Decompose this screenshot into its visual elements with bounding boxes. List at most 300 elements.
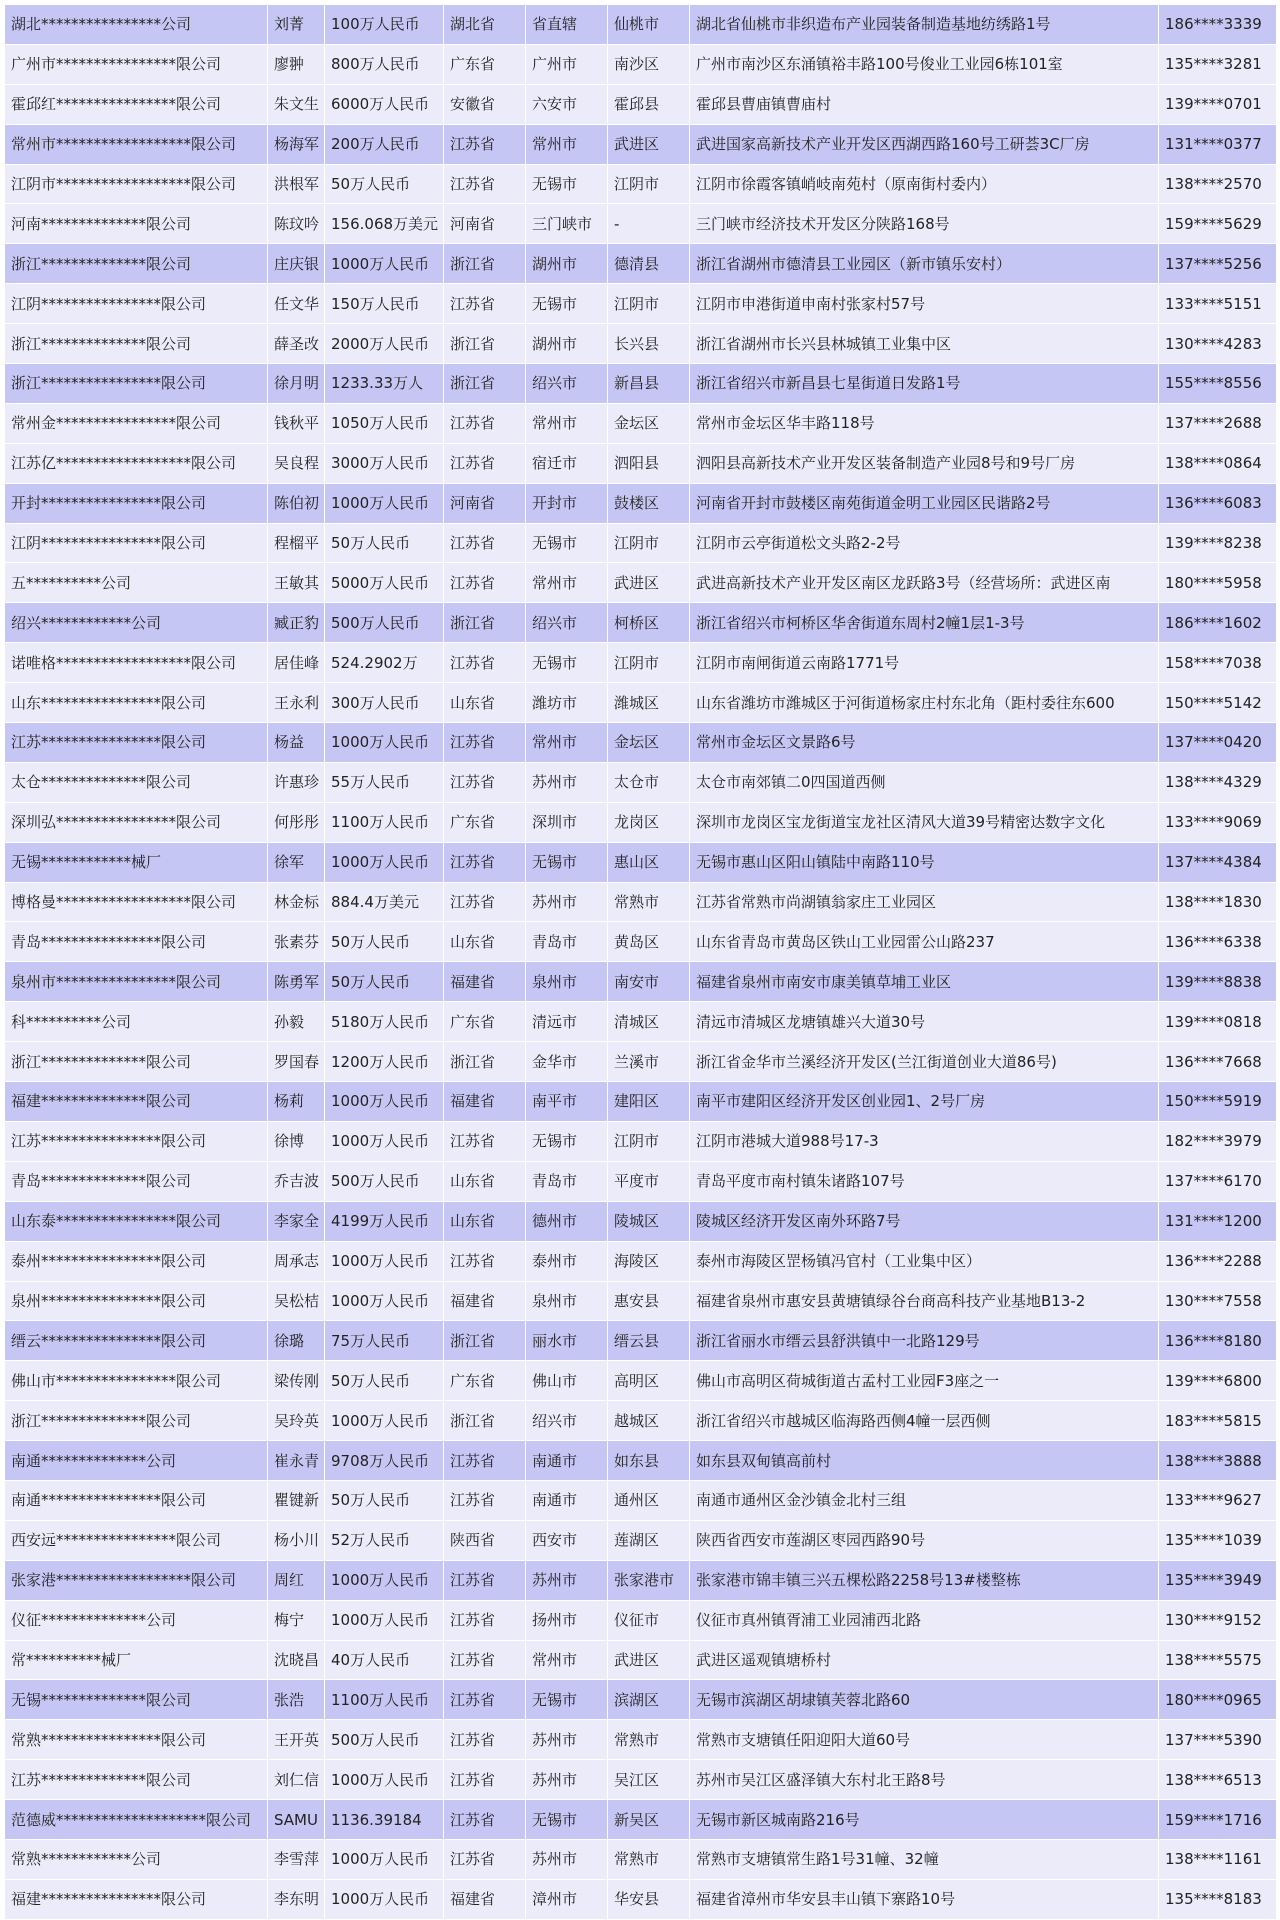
district-cell: 新昌县 — [608, 364, 689, 403]
province-cell: 江苏省 — [444, 1720, 525, 1759]
phone-cell: 137****0420 — [1159, 723, 1276, 762]
phone-cell: 159****1716 — [1159, 1800, 1276, 1839]
province-cell: 浙江省 — [444, 324, 525, 363]
phone-cell: 138****5575 — [1159, 1641, 1276, 1680]
district-cell: 南沙区 — [608, 45, 689, 84]
city-cell: 南通市 — [526, 1441, 607, 1480]
city-cell: 无锡市 — [526, 1680, 607, 1719]
company-name-cell: 无锡************械厂 — [5, 843, 267, 882]
address-cell: 浙江省丽水市缙云县舒洪镇中一北路129号 — [690, 1321, 1158, 1360]
contact-name-cell: 程榴平 — [268, 524, 324, 563]
company-name-cell: 福建****************限公司 — [5, 1880, 267, 1919]
address-cell: 江阴市云亭街道松文头路2-2号 — [690, 524, 1158, 563]
contact-name-cell: 臧正豹 — [268, 603, 324, 642]
table-row — [5, 1800, 1276, 1839]
province-cell: 山东省 — [444, 683, 525, 722]
phone-cell: 137****4384 — [1159, 843, 1276, 882]
phone-cell: 158****7038 — [1159, 643, 1276, 682]
phone-cell: 139****0701 — [1159, 85, 1276, 124]
registered-capital-cell: 50万人民币 — [325, 1481, 443, 1520]
address-cell: 深圳市龙岗区宝龙街道宝龙社区清风大道39号精密达数字文化 — [690, 803, 1158, 842]
table-row — [5, 85, 1276, 124]
contact-name-cell: 庄庆银 — [268, 244, 324, 283]
table-row — [5, 843, 1276, 882]
address-cell: 三门峡市经济技术开发区分陕路168号 — [690, 204, 1158, 243]
registered-capital-cell: 1000万人民币 — [325, 1082, 443, 1121]
city-cell: 青岛市 — [526, 922, 607, 961]
address-cell: 陕西省西安市莲湖区枣园西路90号 — [690, 1521, 1158, 1560]
registered-capital-cell: 1136.39184 — [325, 1800, 443, 1839]
company-name-cell: 深圳弘****************限公司 — [5, 803, 267, 842]
table-row — [5, 1481, 1276, 1520]
contact-name-cell: 林金标 — [268, 883, 324, 922]
city-cell: 苏州市 — [526, 1760, 607, 1799]
table-row — [5, 763, 1276, 802]
contact-name-cell: 孙毅 — [268, 1002, 324, 1041]
district-cell: 兰溪市 — [608, 1042, 689, 1081]
registered-capital-cell: 5000万人民币 — [325, 563, 443, 602]
province-cell: 福建省 — [444, 1082, 525, 1121]
district-cell: 张家港市 — [608, 1561, 689, 1600]
city-cell: 常州市 — [526, 125, 607, 164]
company-name-cell: 江苏**************限公司 — [5, 1760, 267, 1799]
address-cell: 清远市清城区龙塘镇雄兴大道30号 — [690, 1002, 1158, 1041]
address-cell: 常熟市支塘镇常生路1号31幢、32幢 — [690, 1840, 1158, 1879]
contact-name-cell: 杨海军 — [268, 125, 324, 164]
district-cell: 吴江区 — [608, 1760, 689, 1799]
district-cell: 新吴区 — [608, 1800, 689, 1839]
province-cell: 山东省 — [444, 922, 525, 961]
city-cell: 苏州市 — [526, 883, 607, 922]
table-row — [5, 563, 1276, 602]
table-row — [5, 1720, 1276, 1759]
city-cell: 绍兴市 — [526, 364, 607, 403]
province-cell: 江苏省 — [444, 1641, 525, 1680]
registered-capital-cell: 1000万人民币 — [325, 1122, 443, 1161]
address-cell: 浙江省绍兴市柯桥区华舍街道东周村2幢1层1-3号 — [690, 603, 1158, 642]
table-row — [5, 1441, 1276, 1480]
province-cell: 江苏省 — [444, 643, 525, 682]
contact-name-cell: 瞿键新 — [268, 1481, 324, 1520]
contact-name-cell: 李东明 — [268, 1880, 324, 1919]
phone-cell: 186****3339 — [1159, 5, 1276, 44]
table-row — [5, 5, 1276, 44]
phone-cell: 150****5142 — [1159, 683, 1276, 722]
table-row — [5, 1202, 1276, 1241]
company-name-cell: 常熟************公司 — [5, 1840, 267, 1879]
registered-capital-cell: 1000万人民币 — [325, 1242, 443, 1281]
city-cell: 无锡市 — [526, 165, 607, 204]
district-cell: 仪征市 — [608, 1601, 689, 1640]
district-cell: 江阴市 — [608, 643, 689, 682]
contact-name-cell: 洪根军 — [268, 165, 324, 204]
province-cell: 江苏省 — [444, 763, 525, 802]
district-cell: 潍城区 — [608, 683, 689, 722]
phone-cell: 136****2288 — [1159, 1242, 1276, 1281]
address-cell: 常州市金坛区华丰路118号 — [690, 404, 1158, 443]
province-cell: 福建省 — [444, 1282, 525, 1321]
district-cell: 华安县 — [608, 1880, 689, 1919]
phone-cell: 186****1602 — [1159, 603, 1276, 642]
company-name-cell: 江苏****************限公司 — [5, 1122, 267, 1161]
address-cell: 福建省泉州市南安市康美镇草埔工业区 — [690, 962, 1158, 1001]
registered-capital-cell: 300万人民币 — [325, 683, 443, 722]
contact-name-cell: 徐军 — [268, 843, 324, 882]
district-cell: 常熟市 — [608, 883, 689, 922]
phone-cell: 139****6800 — [1159, 1361, 1276, 1400]
province-cell: 江苏省 — [444, 1122, 525, 1161]
city-cell: 三门峡市 — [526, 204, 607, 243]
contact-name-cell: 朱文生 — [268, 85, 324, 124]
phone-cell: 138****1830 — [1159, 883, 1276, 922]
district-cell: 武进区 — [608, 125, 689, 164]
province-cell: 福建省 — [444, 1880, 525, 1919]
company-name-cell: 太仓**************限公司 — [5, 763, 267, 802]
district-cell: 常熟市 — [608, 1840, 689, 1879]
district-cell: 海陵区 — [608, 1242, 689, 1281]
contact-name-cell: 梅宁 — [268, 1601, 324, 1640]
city-cell: 无锡市 — [526, 643, 607, 682]
phone-cell: 138****0864 — [1159, 444, 1276, 483]
registered-capital-cell: 3000万人民币 — [325, 444, 443, 483]
district-cell: 太仓市 — [608, 763, 689, 802]
company-name-cell: 南通**************公司 — [5, 1441, 267, 1480]
district-cell: 武进区 — [608, 1641, 689, 1680]
registered-capital-cell: 1000万人民币 — [325, 1840, 443, 1879]
table-row — [5, 1162, 1276, 1201]
contact-name-cell: 李雪萍 — [268, 1840, 324, 1879]
phone-cell: 139****8838 — [1159, 962, 1276, 1001]
company-name-cell: 江阴****************限公司 — [5, 284, 267, 323]
phone-cell: 133****9069 — [1159, 803, 1276, 842]
district-cell: 江阴市 — [608, 524, 689, 563]
phone-cell: 138****2570 — [1159, 165, 1276, 204]
company-name-cell: 霍邱红****************限公司 — [5, 85, 267, 124]
registered-capital-cell: 75万人民币 — [325, 1321, 443, 1360]
province-cell: 浙江省 — [444, 1321, 525, 1360]
city-cell: 潍坊市 — [526, 683, 607, 722]
city-cell: 泉州市 — [526, 962, 607, 1001]
city-cell: 常州市 — [526, 563, 607, 602]
province-cell: 浙江省 — [444, 603, 525, 642]
table-row — [5, 1321, 1276, 1360]
registered-capital-cell: 4199万人民币 — [325, 1202, 443, 1241]
city-cell: 开封市 — [526, 484, 607, 523]
district-cell: 仙桃市 — [608, 5, 689, 44]
phone-cell: 133****5151 — [1159, 284, 1276, 323]
province-cell: 江苏省 — [444, 1800, 525, 1839]
table-row — [5, 1760, 1276, 1799]
registered-capital-cell: 156.068万美元 — [325, 204, 443, 243]
address-cell: 福建省漳州市华安县丰山镇下寨路10号 — [690, 1880, 1158, 1919]
phone-cell: 183****5815 — [1159, 1401, 1276, 1440]
table-row — [5, 922, 1276, 961]
contact-name-cell: 王永利 — [268, 683, 324, 722]
district-cell: 江阴市 — [608, 1122, 689, 1161]
contact-name-cell: 陈勇军 — [268, 962, 324, 1001]
contact-name-cell: 周承志 — [268, 1242, 324, 1281]
city-cell: 苏州市 — [526, 763, 607, 802]
address-cell: 无锡市滨湖区胡埭镇芙蓉北路60 — [690, 1680, 1158, 1719]
district-cell: 清城区 — [608, 1002, 689, 1041]
city-cell: 南平市 — [526, 1082, 607, 1121]
registered-capital-cell: 1000万人民币 — [325, 1401, 443, 1440]
province-cell: 江苏省 — [444, 1441, 525, 1480]
table-row — [5, 204, 1276, 243]
province-cell: 河南省 — [444, 484, 525, 523]
company-name-cell: 五**********公司 — [5, 563, 267, 602]
registered-capital-cell: 50万人民币 — [325, 165, 443, 204]
phone-cell: 130****9152 — [1159, 1601, 1276, 1640]
table-row — [5, 1002, 1276, 1041]
city-cell: 深圳市 — [526, 803, 607, 842]
phone-cell: 180****5958 — [1159, 563, 1276, 602]
registered-capital-cell: 2000万人民币 — [325, 324, 443, 363]
contact-name-cell: 刘仁信 — [268, 1760, 324, 1799]
table-row — [5, 404, 1276, 443]
district-cell: 缙云县 — [608, 1321, 689, 1360]
company-name-cell: 仪征**************公司 — [5, 1601, 267, 1640]
province-cell: 江苏省 — [444, 883, 525, 922]
city-cell: 金华市 — [526, 1042, 607, 1081]
contact-name-cell: 钱秋平 — [268, 404, 324, 443]
table-row — [5, 45, 1276, 84]
phone-cell: 139****8238 — [1159, 524, 1276, 563]
address-cell: 仪征市真州镇胥浦工业园浦西北路 — [690, 1601, 1158, 1640]
table-row — [5, 1242, 1276, 1281]
company-name-cell: 浙江**************限公司 — [5, 324, 267, 363]
phone-cell: 150****5919 — [1159, 1082, 1276, 1121]
phone-cell: 136****6083 — [1159, 484, 1276, 523]
address-cell: 青岛平度市南村镇朱诸路107号 — [690, 1162, 1158, 1201]
address-cell: 常熟市支塘镇任阳迎阳大道60号 — [690, 1720, 1158, 1759]
registered-capital-cell: 500万人民币 — [325, 1720, 443, 1759]
phone-cell: 137****5390 — [1159, 1720, 1276, 1759]
city-cell: 常州市 — [526, 404, 607, 443]
city-cell: 漳州市 — [526, 1880, 607, 1919]
province-cell: 湖北省 — [444, 5, 525, 44]
phone-cell: 137****5256 — [1159, 244, 1276, 283]
city-cell: 泉州市 — [526, 1282, 607, 1321]
contact-name-cell: 罗国春 — [268, 1042, 324, 1081]
registered-capital-cell: 50万人民币 — [325, 962, 443, 1001]
address-cell: 南通市通州区金沙镇金北村三组 — [690, 1481, 1158, 1520]
table-row — [5, 1122, 1276, 1161]
contact-name-cell: 张浩 — [268, 1680, 324, 1719]
phone-cell: 135****3281 — [1159, 45, 1276, 84]
company-table-body — [5, 5, 1276, 1919]
company-name-cell: 青岛****************限公司 — [5, 922, 267, 961]
company-name-cell: 张家港******************限公司 — [5, 1561, 267, 1600]
address-cell: 苏州市吴江区盛泽镇大东村北王路8号 — [690, 1760, 1158, 1799]
registered-capital-cell: 200万人民币 — [325, 125, 443, 164]
company-name-cell: 浙江**************限公司 — [5, 244, 267, 283]
province-cell: 江苏省 — [444, 1760, 525, 1799]
district-cell: 陵城区 — [608, 1202, 689, 1241]
district-cell: 南安市 — [608, 962, 689, 1001]
province-cell: 江苏省 — [444, 843, 525, 882]
contact-name-cell: 周红 — [268, 1561, 324, 1600]
province-cell: 江苏省 — [444, 1680, 525, 1719]
address-cell: 福建省泉州市惠安县黄塘镇绿谷台商高科技产业基地B13-2 — [690, 1282, 1158, 1321]
company-name-cell: 江阴市******************限公司 — [5, 165, 267, 204]
city-cell: 绍兴市 — [526, 1401, 607, 1440]
contact-name-cell: 陈伯初 — [268, 484, 324, 523]
address-cell: 武进高新技术产业开发区南区龙跃路3号（经营场所：武进区南 — [690, 563, 1158, 602]
district-cell: 金坛区 — [608, 404, 689, 443]
phone-cell: 131****0377 — [1159, 125, 1276, 164]
registered-capital-cell: 1000万人民币 — [325, 1760, 443, 1799]
company-name-cell: 诺唯格******************限公司 — [5, 643, 267, 682]
contact-name-cell: 陈玟吟 — [268, 204, 324, 243]
province-cell: 广东省 — [444, 1002, 525, 1041]
table-row — [5, 1282, 1276, 1321]
address-cell: 霍邱县曹庙镇曹庙村 — [690, 85, 1158, 124]
province-cell: 江苏省 — [444, 1601, 525, 1640]
registered-capital-cell: 6000万人民币 — [325, 85, 443, 124]
province-cell: 江苏省 — [444, 125, 525, 164]
city-cell: 苏州市 — [526, 1561, 607, 1600]
table-row — [5, 883, 1276, 922]
contact-name-cell: 居佳峰 — [268, 643, 324, 682]
company-name-cell: 河南**************限公司 — [5, 204, 267, 243]
phone-cell: 138****6513 — [1159, 1760, 1276, 1799]
table-row — [5, 723, 1276, 762]
phone-cell: 139****0818 — [1159, 1002, 1276, 1041]
city-cell: 清远市 — [526, 1002, 607, 1041]
district-cell: 鼓楼区 — [608, 484, 689, 523]
contact-name-cell: 徐月明 — [268, 364, 324, 403]
registered-capital-cell: 1100万人民币 — [325, 1680, 443, 1719]
company-name-cell: 江阴****************限公司 — [5, 524, 267, 563]
district-cell: 柯桥区 — [608, 603, 689, 642]
company-name-cell: 泉州市****************限公司 — [5, 962, 267, 1001]
contact-name-cell: 徐璐 — [268, 1321, 324, 1360]
company-name-cell: 缙云****************限公司 — [5, 1321, 267, 1360]
registered-capital-cell: 1100万人民币 — [325, 803, 443, 842]
district-cell: 惠安县 — [608, 1282, 689, 1321]
district-cell: 霍邱县 — [608, 85, 689, 124]
province-cell: 江苏省 — [444, 1242, 525, 1281]
registered-capital-cell: 1000万人民币 — [325, 244, 443, 283]
table-row — [5, 244, 1276, 283]
province-cell: 安徽省 — [444, 85, 525, 124]
phone-cell: 138****1161 — [1159, 1840, 1276, 1879]
address-cell: 武进国家高新技术产业开发区西湖西路160号工研荟3C厂房 — [690, 125, 1158, 164]
phone-cell: 137****6170 — [1159, 1162, 1276, 1201]
city-cell: 西安市 — [526, 1521, 607, 1560]
city-cell: 泰州市 — [526, 1242, 607, 1281]
table-row — [5, 1680, 1276, 1719]
contact-name-cell: 沈晓昌 — [268, 1641, 324, 1680]
phone-cell: 131****1200 — [1159, 1202, 1276, 1241]
district-cell: 平度市 — [608, 1162, 689, 1201]
contact-name-cell: 何彤彤 — [268, 803, 324, 842]
address-cell: 泰州市海陵区罡杨镇冯官村（工业集中区） — [690, 1242, 1158, 1281]
district-cell: 金坛区 — [608, 723, 689, 762]
province-cell: 浙江省 — [444, 1042, 525, 1081]
province-cell: 江苏省 — [444, 563, 525, 602]
registered-capital-cell: 50万人民币 — [325, 1361, 443, 1400]
table-row — [5, 1561, 1276, 1600]
province-cell: 浙江省 — [444, 244, 525, 283]
registered-capital-cell: 1200万人民币 — [325, 1042, 443, 1081]
contact-name-cell: 任文华 — [268, 284, 324, 323]
registered-capital-cell: 1050万人民币 — [325, 404, 443, 443]
company-name-cell: 开封****************限公司 — [5, 484, 267, 523]
contact-name-cell: 吴松桔 — [268, 1282, 324, 1321]
registered-capital-cell: 1000万人民币 — [325, 1561, 443, 1600]
district-cell: 龙岗区 — [608, 803, 689, 842]
table-row — [5, 444, 1276, 483]
city-cell: 无锡市 — [526, 1800, 607, 1839]
city-cell: 六安市 — [526, 85, 607, 124]
province-cell: 浙江省 — [444, 1401, 525, 1440]
contact-name-cell: SAMU — [268, 1800, 324, 1839]
company-name-cell: 无锡**************限公司 — [5, 1680, 267, 1719]
company-name-cell: 南通****************限公司 — [5, 1481, 267, 1520]
registered-capital-cell: 50万人民币 — [325, 524, 443, 563]
registered-capital-cell: 50万人民币 — [325, 922, 443, 961]
city-cell: 无锡市 — [526, 1122, 607, 1161]
phone-cell: 136****8180 — [1159, 1321, 1276, 1360]
province-cell: 浙江省 — [444, 364, 525, 403]
company-table — [4, 4, 1277, 1920]
address-cell: 山东省潍坊市潍城区于河街道杨家庄村东北角（距村委往东600 — [690, 683, 1158, 722]
table-row — [5, 803, 1276, 842]
registered-capital-cell: 100万人民币 — [325, 5, 443, 44]
contact-name-cell: 吴良程 — [268, 444, 324, 483]
registered-capital-cell: 150万人民币 — [325, 284, 443, 323]
district-cell: 莲湖区 — [608, 1521, 689, 1560]
address-cell: 湖北省仙桃市非织造布产业园装备制造基地纺绣路1号 — [690, 5, 1158, 44]
city-cell: 省直辖 — [526, 5, 607, 44]
city-cell: 无锡市 — [526, 843, 607, 882]
company-name-cell: 佛山市****************限公司 — [5, 1361, 267, 1400]
registered-capital-cell: 1000万人民币 — [325, 484, 443, 523]
contact-name-cell: 王敏其 — [268, 563, 324, 602]
company-name-cell: 泉州****************限公司 — [5, 1282, 267, 1321]
company-name-cell: 广州市****************限公司 — [5, 45, 267, 84]
district-cell: 通州区 — [608, 1481, 689, 1520]
contact-name-cell: 廖翀 — [268, 45, 324, 84]
district-cell: - — [608, 204, 689, 243]
address-cell: 江阴市南闸街道云南路1771号 — [690, 643, 1158, 682]
table-row — [5, 962, 1276, 1001]
address-cell: 浙江省绍兴市越城区临海路西侧4幢一层西侧 — [690, 1401, 1158, 1440]
contact-name-cell: 梁传刚 — [268, 1361, 324, 1400]
table-row — [5, 1601, 1276, 1640]
address-cell: 如东县双甸镇高前村 — [690, 1441, 1158, 1480]
address-cell: 佛山市高明区荷城街道古孟村工业园F3座之一 — [690, 1361, 1158, 1400]
address-cell: 广州市南沙区东涌镇裕丰路100号俊业工业园6栋101室 — [690, 45, 1158, 84]
company-name-cell: 福建**************限公司 — [5, 1082, 267, 1121]
phone-cell: 180****0965 — [1159, 1680, 1276, 1719]
company-name-cell: 浙江****************限公司 — [5, 364, 267, 403]
city-cell: 德州市 — [526, 1202, 607, 1241]
table-row — [5, 165, 1276, 204]
registered-capital-cell: 1000万人民币 — [325, 843, 443, 882]
company-name-cell: 山东****************限公司 — [5, 683, 267, 722]
phone-cell: 137****2688 — [1159, 404, 1276, 443]
company-name-cell: 青岛**************限公司 — [5, 1162, 267, 1201]
table-row — [5, 364, 1276, 403]
registered-capital-cell: 524.2902万 — [325, 643, 443, 682]
registered-capital-cell: 800万人民币 — [325, 45, 443, 84]
contact-name-cell: 张素芬 — [268, 922, 324, 961]
phone-cell: 182****3979 — [1159, 1122, 1276, 1161]
contact-name-cell: 吴玲英 — [268, 1401, 324, 1440]
